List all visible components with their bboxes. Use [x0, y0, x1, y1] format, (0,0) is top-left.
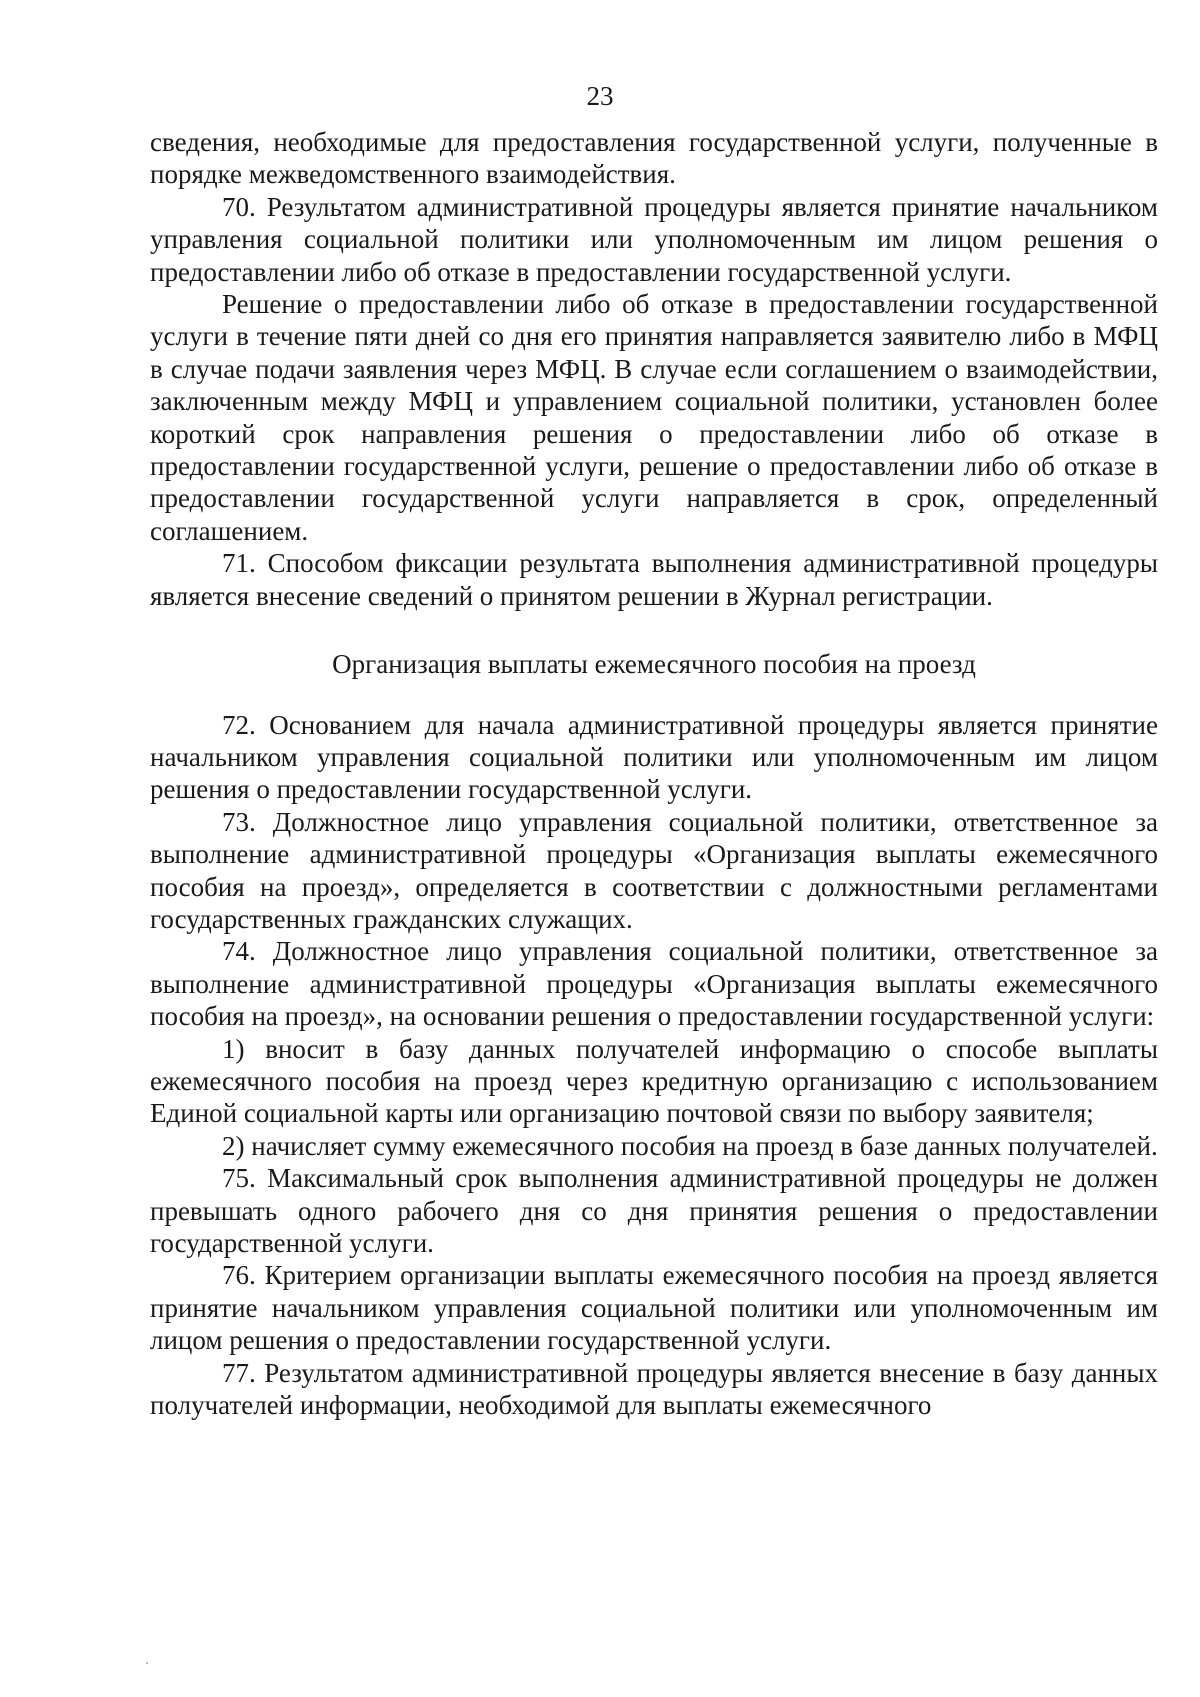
- paragraph-item-72: 72. Основанием для начала административной процедуры является принятие начальником управления социальной политики или уполномоченным им лицом решения о предоставлении государственной услуги.: [150, 709, 1158, 805]
- paragraph: сведения, необходимые для предоставления государственной услуги, полученные в порядке межведомственного взаимодействия.: [150, 127, 1158, 190]
- document-body: [150, 126, 1158, 1421]
- list-item-1: 1) вносит в базу данных получателей информацию о способе выплаты ежемесячного пособия на проезд через кредитную организацию с использованием Единой социальной карты или организацию почтовой связи по выбору заявителя;: [150, 1033, 1158, 1129]
- paragraph-item-74: 74. Должностное лицо управления социальной политики, ответственное за выполнение административной процедуры «Организация выплаты ежемесячного пособия на проезд», на основании решения о предоставлении государственной услуги:: [150, 936, 1158, 1032]
- paragraph-item-71: 71. Способом фиксации результата выполнения административной процедуры является внесение сведений о принятом решении в Журнал регистрации.: [150, 548, 1158, 611]
- paragraph-item-75: 75. Максимальный срок выполнения административной процедуры не должен превышать одного рабочего дня со дня принятия решения о предоставлении государственной услуги.: [150, 1163, 1158, 1258]
- paragraph-item-77: 77. Результатом административной процедуры является внесение в базу данных получателей информации, необходимой для выплаты ежемесячного: [150, 1357, 1158, 1421]
- paragraph-item-73: 73. Должностное лицо управления социальной политики, ответственное за выполнение административной процедуры «Организация выплаты ежемесячного пособия на проезд», определяется в соответствии с должностными регламентами государственных гражданских служащих.: [150, 806, 1158, 934]
- scan-artifact: [146, 1662, 148, 1664]
- paragraph-item-76: 76. Критерием организации выплаты ежемесячного пособия на проезд является принятие начальником управления социальной политики или уполномоченным им лицом решения о предоставлении государственной услуги.: [150, 1260, 1158, 1356]
- paragraph-item-70: 70. Результатом административной процедуры является принятие начальником управления социальной политики или уполномоченным им лицом решения о предоставлении либо об отказе в предоставлении государственной услуги.: [150, 191, 1158, 287]
- list-item-2: 2) начисляет сумму ежемесячного пособия на проезд в базе данных получателей.: [222, 1130, 1158, 1161]
- paragraph: Решение о предоставлении либо об отказе в предоставлении государственной услуги в течение пяти дней со дня его принятия направляется заявителю либо в МФЦ в случае подачи заявления через МФЦ. В случае если соглашением о взаимодействии, заключенным между МФЦ и управлением социальной политики, установлен более короткий срок направления решения о предоставлении либо об отказе в предоставлении государственной услуги, решение о предоставлении либо об отказе в предоставлении государственной услуги направляется в срок, определенный соглашением.: [150, 289, 1158, 546]
- page-number: 23: [586, 81, 614, 111]
- section-heading: Организация выплаты ежемесячного пособия на проезд: [332, 649, 976, 680]
